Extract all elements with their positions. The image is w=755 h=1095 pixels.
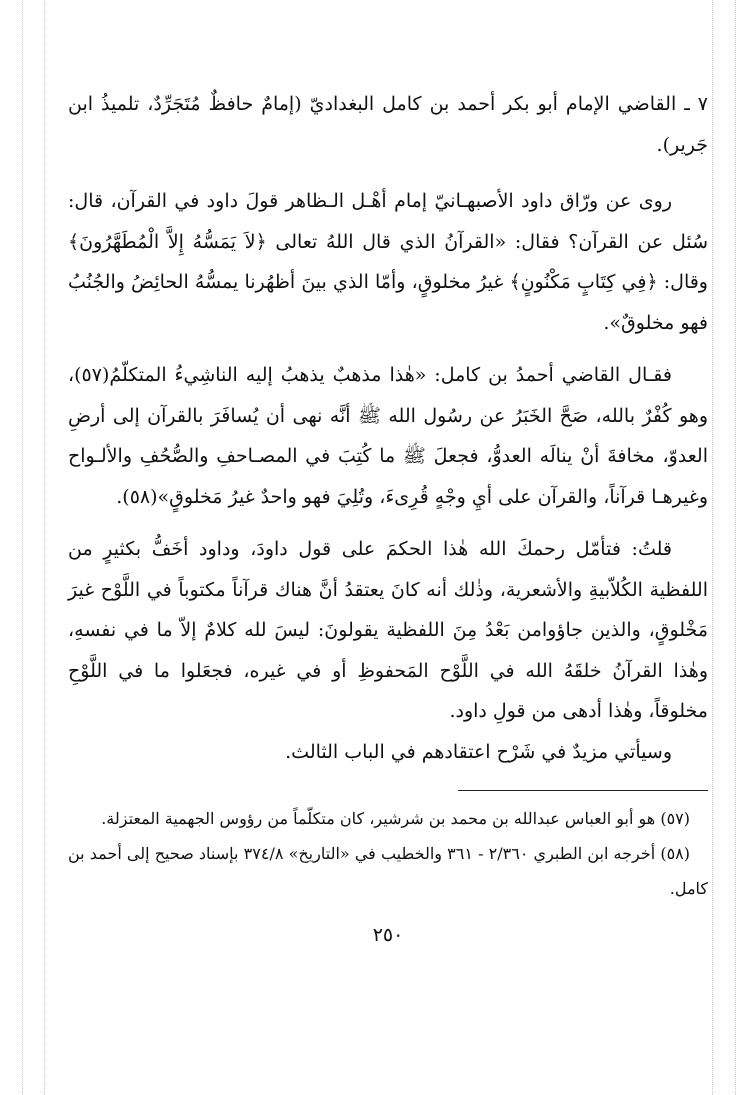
paragraph-narration: روى عن ورّاق داود الأصبهـانيّ إمام أهْـل الـظاهر قولَ داود في القرآن، قال: سُئل عن القرآن؟ فقال: «القرآنُ الذي قال اللهُ تعالى ﴿لاَ يَمَسُّهُ إِلاَّ الْمُطَهَّرُونَ﴾ وقال: ﴿فِي كِتَابٍ مَكْنُونٍ﴾ غيرُ مخلوقٍ، وأمّا الذي بينَ أظهُرنا يمسُّهُ الحائِضُ والجُنُبُ فهو مخلوقٌ».	[68, 190, 708, 334]
margin-guide-left-inner	[44, 0, 45, 1095]
footnote-separator	[458, 790, 708, 791]
paragraph-judge-statement: فقـال القاضي أحمدُ بن كامل: «هٰذا مذهبٌ يذهبُ إليه الناشِيءُ المتكلّمُ(٥٧)، وهو كُفْرٌ بالله، صَحَّ الخَبَرُ عن رسُول الله ﷺ أنَّه نهى أن يُسافَرَ بالقرآن إلى أرضِ العدوّ، مخافةَ أنْ ينالَه العدوُّ، فجعلَ ﷺ ما كُتِبَ في المصـاحفِ والصُّحُفِ والألـواح وغيرهـا قرآناً، والقرآن على أيِ وجْهٍ قُرِىءَ، وتُلِيَ فهو واحدٌ غيرُ مَخلوقٍ»(٥٨).	[68, 364, 708, 508]
paragraph-commentary: قلتُ: فتأمّل رحمكَ الله هٰذا الحكمَ على قول داودَ، وداود أخَفُّ بكثيرٍ من اللفظية الكُلاّبيةِ والأشعرية، وذٰلك أنه كانَ يعتقدُ أنَّ هناك قرآناً مكتوباً في اللَّوْح غيرَ مَخْلوقٍ، والذين جاؤوامن بَعْدُ مِنَ اللفظية يقولونَ: ليسَ لله كلامٌ إلاّ ما في نفسهِ، وهٰذا القرآنُ خلقَهُ الله في اللَّوْح المَحفوظِ أو في غيره، فجعَلوا ما في اللَّوْحِ مخلوقاً، وهٰذا أدهى من قولِ داود.	[68, 538, 708, 722]
footnote-58: (٥٨) أخرجه ابن الطبري ٢/٣٦٠ - ٣٦١ والخطيب في «التاريخ» ٣٧٤/٨ بإسناد صحيح إلى أحمد بن كامل.	[68, 844, 708, 898]
page-body	[68, 84, 708, 946]
footnote-57: (٥٧) هو أبو العباس عبدالله بن محمد بن شرشير، كان متكلّماً من رؤوس الجهمية المعتزلة.	[101, 809, 690, 828]
paragraph-forward-reference: وسيأتي مزيدٌ في شَرْح اعتقادهم في الباب الثالث.	[285, 740, 672, 763]
paragraph-entry-heading: ٧ ـ القاضي الإمام أبو بكر أحمد بن كامل البغداديّ (إمامٌ حافظٌ مُتَجَرِّدٌ، تلميذُ ابن جَرير).	[68, 93, 708, 156]
margin-guide-right-outer	[735, 0, 736, 1095]
page-number: ٢٥٠	[372, 924, 404, 946]
margin-guide-right-inner	[712, 0, 713, 1095]
margin-guide-left-outer	[22, 0, 23, 1095]
